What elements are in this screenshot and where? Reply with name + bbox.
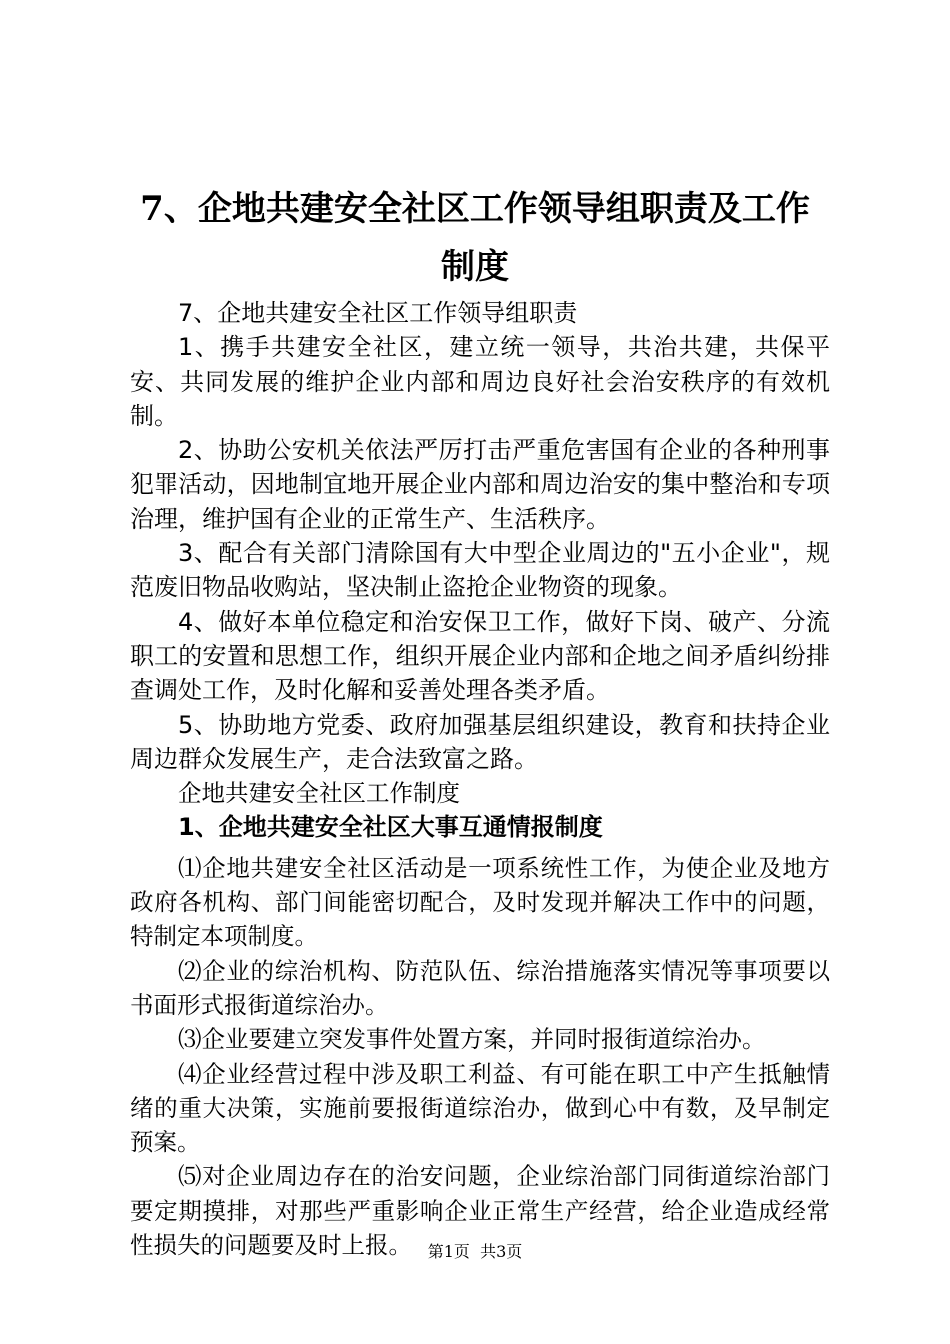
rule-item-3: ⑶企业要建立突发事件处置方案，并同时报街道综治办。 xyxy=(178,1025,766,1054)
document-title-line-1: 7、企地共建安全社区工作领导组职责及工作 xyxy=(140,189,810,229)
page-footer: 第1页 共3页 xyxy=(427,1242,523,1261)
rule-item-2: ⑵企业的综治机构、防范队伍、综治措施落实情况等事项要以书面形式报街道综治办。 xyxy=(130,956,830,1019)
rule-item-1: ⑴企地共建安全社区活动是一项系统性工作，为使企业及地方政府各机构、部门间能密切配合，及时发现并解决工作中的问题，特制定本项制度。 xyxy=(130,853,830,951)
rule-item-5: ⑸对企业周边存在的治安问题，企业综治部门同街道综治部门要定期摸排，对那些严重影响企业正常生产经营，给企业造成经常性损失的问题要及时上报。 xyxy=(130,1162,830,1260)
section2-heading: 企地共建安全社区工作制度 xyxy=(178,779,460,808)
duty-item-4: 4、做好本单位稳定和治安保卫工作，做好下岗、破产、分流职工的安置和思想工作，组织开展企业内部和企地之间矛盾纠纷排查调处工作，及时化解和妥善处理各类矛盾。 xyxy=(130,607,830,705)
duty-item-3: 3、配合有关部门清除国有大中型企业周边的"五小企业"，规范废旧物品收购站，坚决制止盗抢企业物资的现象。 xyxy=(130,539,830,602)
document-body xyxy=(130,296,830,1262)
duty-item-1: 1、携手共建安全社区，建立统一领导，共治共建，共保平安、共同发展的维护企业内部和周边良好社会治安秩序的有效机制。 xyxy=(130,333,830,430)
document-title-line-2: 制度 xyxy=(441,247,509,287)
section2-subheading: 1、企地共建安全社区大事互通情报制度 xyxy=(178,813,603,842)
rule-item-4: ⑷企业经营过程中涉及职工利益、有可能在职工中产生抵触情绪的重大决策，实施前要报街道综治办，做到心中有数，及早制定预案。 xyxy=(130,1059,830,1157)
section1-heading: 7、企地共建安全社区工作领导组职责 xyxy=(178,299,578,327)
duty-item-5: 5、协助地方党委、政府加强基层组织建设，教育和扶持企业周边群众发展生产，走合法致富之路。 xyxy=(130,710,830,773)
duty-item-2: 2、协助公安机关依法严厉打击严重危害国有企业的各种刑事犯罪活动，因地制宜地开展企业内部和周边治安的集中整治和专项治理，维护国有企业的正常生产、生活秩序。 xyxy=(130,436,830,533)
